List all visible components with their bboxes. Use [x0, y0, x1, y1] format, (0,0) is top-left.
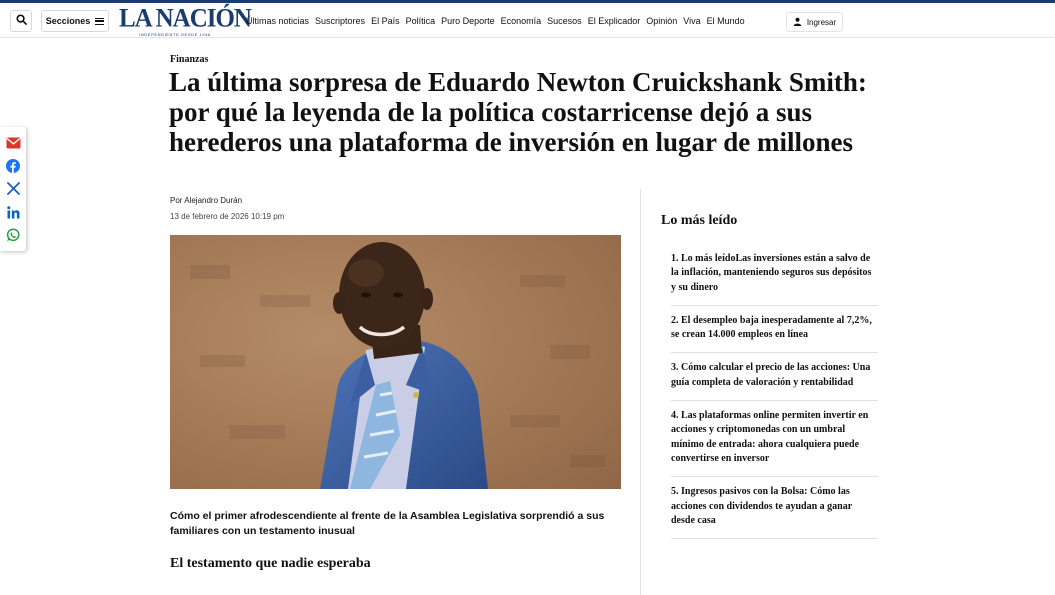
- section-kicker[interactable]: Finanzas: [170, 54, 209, 65]
- publish-date: 13 de febrero de 2026 10:19 pm: [170, 212, 285, 221]
- nav-item-suscriptores[interactable]: Suscriptores: [315, 16, 366, 26]
- nav-item-el-explicador[interactable]: El Explicador: [587, 16, 641, 26]
- article-headline: La última sorpresa de Eduardo Newton Cruickshank Smith: por qué la leyenda de la política costarricense dejó a sus herederos una plataforma de inversión en lugar de millones: [169, 67, 867, 157]
- whatsapp-icon[interactable]: [5, 227, 21, 243]
- section-subhead: El testamento que nadie esperaba: [170, 556, 371, 571]
- nav-item-economia[interactable]: Economía: [500, 16, 542, 26]
- most-read-item[interactable]: 1. Lo más leídoLas inversiones están a salvo de la inflación, manteniendo seguros sus depósitos y su dinero: [671, 252, 878, 306]
- photo-caption: Cómo el primer afrodescendiente al frente de la Asamblea Legislativa sorprendió a sus familiares con un testamento inusual: [170, 510, 605, 537]
- sections-button[interactable]: [41, 10, 109, 32]
- search-icon: [16, 12, 27, 30]
- nav-item-el-pais[interactable]: El País: [371, 16, 400, 26]
- x-icon[interactable]: [5, 181, 21, 197]
- email-icon[interactable]: [5, 135, 21, 151]
- share-bar: [0, 127, 26, 251]
- article-photo: [170, 235, 621, 489]
- column-divider: [640, 189, 641, 595]
- most-read-item[interactable]: 5. Ingresos pasivos con la Bolsa: Cómo las acciones con dividendos te ayudan a ganar desde casa: [671, 485, 878, 539]
- most-read-item[interactable]: 4. Las plataformas online permiten invertir en acciones y criptomonedas con un umbral mínimo de entrada: ahora cualquiera puede convertirse en inversor: [671, 409, 878, 477]
- nav-item-politica[interactable]: Política: [405, 16, 436, 26]
- most-read-item[interactable]: 3. Cómo calcular el precio de las acciones: Una guía completa de valoración y rentabilidad: [671, 361, 878, 401]
- main-nav: [246, 16, 745, 26]
- author-byline[interactable]: Por Alejandro Durán: [170, 196, 243, 205]
- login-label: Ingresar: [806, 17, 837, 27]
- sections-label: Secciones: [45, 16, 91, 26]
- logo-wordmark: LA NACIÓN: [119, 4, 251, 33]
- nav-item-opinion[interactable]: Opinión: [646, 16, 678, 26]
- facebook-icon[interactable]: [5, 158, 21, 174]
- user-icon: [793, 17, 802, 28]
- linkedin-icon[interactable]: [5, 204, 21, 220]
- nav-item-sucesos[interactable]: Sucesos: [547, 16, 582, 26]
- site-logo[interactable]: [119, 4, 251, 38]
- nav-item-ultimas-noticias[interactable]: Últimas noticias: [246, 16, 310, 26]
- menu-icon: [95, 18, 104, 25]
- most-read-list: [671, 252, 878, 547]
- nav-item-viva[interactable]: Viva: [683, 16, 701, 26]
- nav-item-puro-deporte[interactable]: Puro Deporte: [441, 16, 495, 26]
- login-button[interactable]: [786, 12, 843, 32]
- nav-item-el-mundo[interactable]: El Mundo: [706, 16, 745, 26]
- top-header: [0, 0, 1055, 38]
- most-read-title: Lo más leído: [661, 213, 738, 228]
- logo-tagline: INDEPENDIENTE DESDE 1946: [139, 32, 211, 37]
- most-read-item[interactable]: 2. El desempleo baja inesperadamente al 7,2%, se crean 14.000 empleos en línea: [671, 314, 878, 354]
- search-button[interactable]: [10, 10, 32, 32]
